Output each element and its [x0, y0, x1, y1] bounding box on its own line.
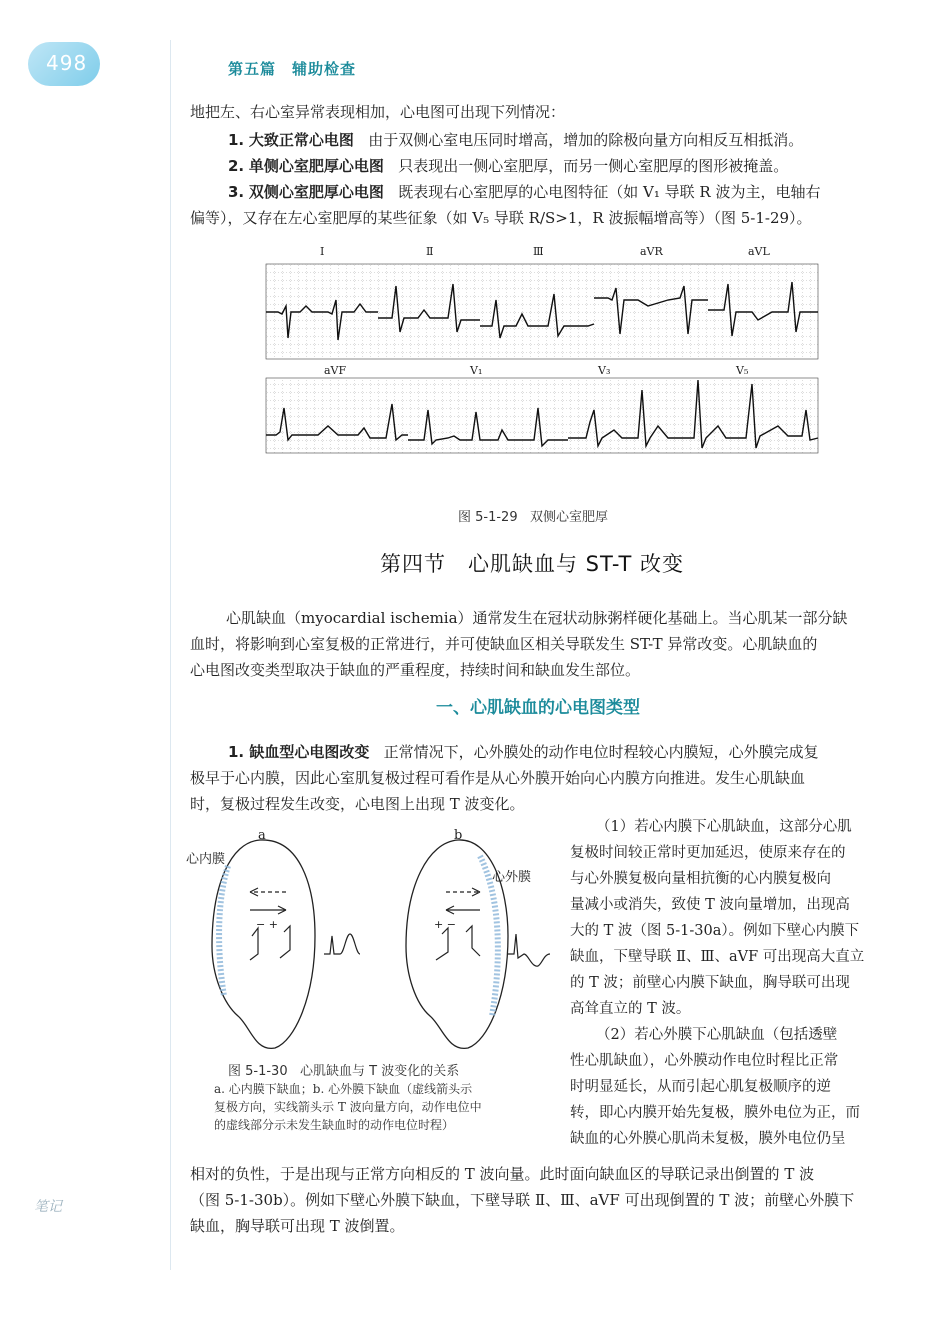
endocardium-label: 心内膜: [186, 852, 226, 867]
lead-label: aVL: [748, 245, 770, 258]
paragraph-line: （图 5-1-30b）。例如下壁心外膜下缺血，下壁导联 Ⅱ、Ⅲ、aVF 可出现倒置的 T 波；前壁心外膜下: [190, 1191, 855, 1209]
page-number-badge: [28, 42, 100, 86]
caption-text: 心肌缺血与 T 波变化的关系: [300, 1064, 460, 1079]
text-line: 性心肌缺血），心外膜动作电位时程比正常: [570, 1053, 839, 1069]
lead-label: Ⅲ: [533, 245, 544, 258]
running-head: 第五篇 辅助检查: [228, 60, 357, 78]
paragraph-line: 相对的负性，于是出现与正常方向相反的 T 波向量。此时面向缺血区的导联记录出倒置的 T 波: [190, 1165, 815, 1183]
lead-label: V₃: [598, 364, 611, 377]
list-item-num: 3.: [228, 183, 245, 201]
lead-label: aVF: [324, 364, 347, 377]
text-line: 缺血的心外膜心肌尚未复极，膜外电位仍呈: [570, 1131, 846, 1147]
epicardium-label: 心外膜: [492, 870, 532, 885]
paragraph-line: 心电图改变类型取决于缺血的严重程度，持续时间和缺血发生部位。: [190, 661, 641, 679]
list-item: [228, 178, 890, 206]
lead-label: Ⅱ: [426, 245, 434, 258]
section-title: 第四节 心肌缺血与 ST-T 改变: [380, 552, 685, 576]
text-line: 的 T 波；前壁心内膜下缺血，胸导联可出现: [570, 975, 850, 991]
figure-caption: [458, 506, 608, 525]
text-line: （2）若心外膜下心肌缺血（包括透壁: [596, 1027, 838, 1043]
figure-note-line: 的虚线部分示未发生缺血时的动作电位时程）: [214, 1118, 455, 1132]
list-item-title: 双侧心室肥厚心电图: [248, 183, 384, 201]
list-item-num: 2.: [228, 157, 245, 175]
text-line: 缺血，下壁导联 Ⅱ、Ⅲ、aVF 可出现高大直立: [570, 949, 865, 965]
text-line: 时明显延长，从而引起心肌复极顺序的逆: [570, 1079, 831, 1095]
lead-label: Ⅰ: [320, 245, 325, 258]
text-line: 量减小或消失，致使 T 波向量增加，出现高: [570, 897, 850, 913]
list-item-text: 由于双侧心室电压同时增高，增加的除极向量方向相反互相抵消。: [368, 131, 804, 149]
text-line: 转，即心内膜开始先复极，膜外电位为正，而: [570, 1105, 860, 1121]
svg-text:− +: − +: [256, 918, 278, 931]
panel-label-a: a: [258, 828, 266, 843]
svg-text:+ −: + −: [434, 918, 456, 931]
caption-text: 双侧心室肥厚: [530, 510, 609, 525]
lead-label: V₅: [736, 364, 749, 377]
lead-label: aVR: [640, 245, 663, 258]
notes-margin-label: 笔记: [34, 1199, 62, 1215]
panel-label-b: b: [454, 828, 463, 843]
list-item: [228, 126, 890, 154]
paragraph-line: 极早于心内膜，因此心室肌复极过程可看作是从心外膜开始向心内膜方向推进。发生心肌缺血: [190, 769, 806, 787]
text-line: （1）若心内膜下心肌缺血，这部分心肌: [596, 819, 852, 835]
list-item-num: 1.: [228, 131, 245, 149]
list-item-title: 大致正常心电图: [248, 131, 354, 149]
list-item-text: 既表现右心室肥厚的心电图特征（如 V₁ 导联 R 波为主，电轴右: [398, 183, 821, 201]
list-item-title: 单侧心室肥厚心电图: [248, 157, 384, 175]
paragraph-line: 心肌缺血（myocardial ischemia）通常发生在冠状动脉粥样硬化基础上。当心肌某一部分缺: [226, 609, 848, 627]
paragraph-line: 时，复极过程发生改变，心电图上出现 T 波变化。: [190, 795, 525, 813]
list-item-continuation: 偏等），又存在左心室肥厚的某些征象（如 V₅ 导联 R/S>1，R 波振幅增高等）（图 5-1-29）。: [190, 209, 812, 227]
text-line: 大的 T 波（图 5-1-30a）。例如下壁心内膜下: [570, 923, 860, 939]
item-title: 1. 缺血型心电图改变: [228, 743, 370, 761]
page-number: 498: [46, 51, 88, 75]
figure-note-line: 复极方向，实线箭头示 T 波向量方向，动作电位中: [214, 1100, 482, 1114]
ecg-figure: [258, 240, 823, 490]
heart-diagram-svg: [180, 826, 560, 1066]
lead-label: V₁: [470, 364, 483, 377]
text-line: 高耸直立的 T 波。: [570, 1001, 691, 1017]
item-text: 正常情况下，心外膜处的动作电位时程较心内膜短，心外膜完成复: [383, 743, 819, 761]
caption-number: 图 5-1-29: [458, 510, 518, 525]
figure-note-line: a. 心内膜下缺血；b. 心外膜下缺血（虚线箭头示: [214, 1082, 473, 1096]
text-line: 复极时间较正常时更加延迟，使原来存在的: [570, 845, 846, 861]
caption-number: 图 5-1-30: [228, 1064, 288, 1079]
right-column-text: [570, 814, 890, 1152]
intro-line: 地把左、右心室异常表现相加，心电图可出现下列情况：: [190, 103, 566, 121]
subsection-title: 一、心肌缺血的心电图类型: [436, 698, 640, 718]
figure-caption: [228, 1060, 459, 1079]
text-line: 与心外膜复极向量相抗衡的心内膜复极向: [570, 871, 831, 887]
paragraph-line: 血时，将影响到心室复极的正常进行，并可使缺血区相关导联发生 ST-T 异常改变。心肌缺血的: [190, 635, 818, 653]
list-item: [228, 152, 890, 180]
figure-notes: [214, 1080, 554, 1134]
paragraph-line: [228, 738, 890, 766]
paragraph-line: 缺血，胸导联可出现 T 波倒置。: [190, 1217, 405, 1235]
margin-rule: [170, 40, 171, 1270]
heart-diagram: [180, 826, 560, 1066]
list-item-text: 只表现出一侧心室肥厚，而另一侧心室肥厚的图形被掩盖。: [398, 157, 789, 175]
